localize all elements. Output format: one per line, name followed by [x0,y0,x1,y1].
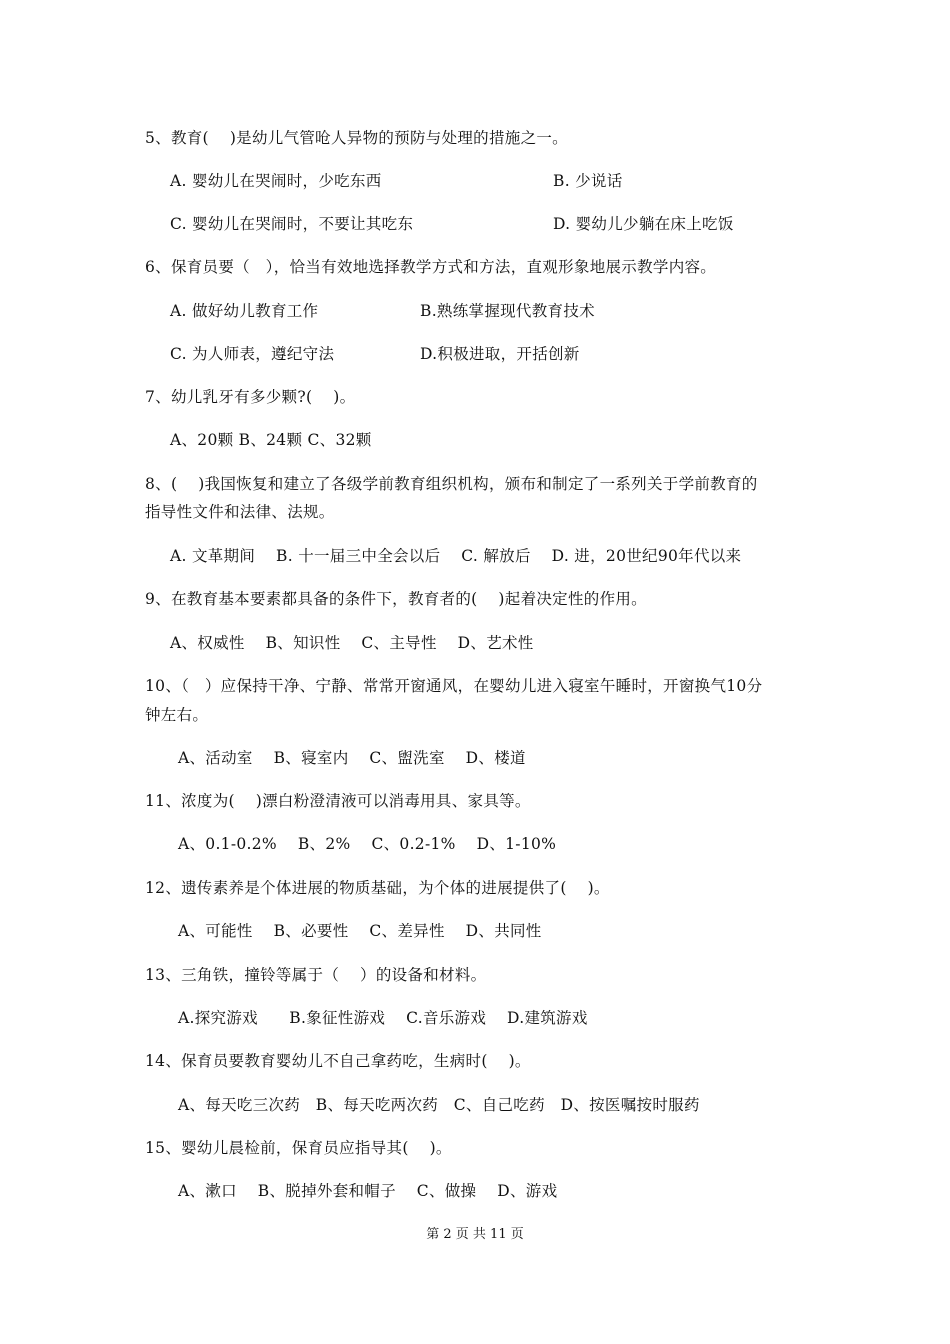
page-number-footer: 第 2 页 共 11 页 [426,1227,524,1242]
question-6-option-c: C. 为人师表，遵纪守法 [170,345,335,363]
question-11-options: A、0.1-0.2% B、2% C、0.2-1% D、1-10% [178,835,557,853]
question-7-stem: 7、幼儿乳牙有多少颗?( )。 [145,388,356,406]
question-6-option-b: B.熟练掌握现代教育技术 [420,302,595,320]
question-5-stem: 5、教育( )是幼儿气管呛人异物的预防与处理的措施之一。 [145,129,568,147]
question-11-stem: 11、浓度为( )漂白粉澄清液可以消毒用具、家具等。 [145,792,531,810]
question-6-option-d: D.积极进取，开括创新 [420,345,580,363]
question-6-option-a: A. 做好幼儿教育工作 [170,302,319,320]
question-15-options: A、漱口 B、脱掉外套和帽子 C、做操 D、游戏 [178,1182,558,1200]
question-5-option-a: A. 婴幼儿在哭闹时，少吃东西 [170,172,382,190]
question-9-stem: 9、在教育基本要素都具备的条件下，教育者的( )起着决定性的作用。 [145,590,647,608]
question-5-option-d: D. 婴幼儿少躺在床上吃饭 [553,215,734,233]
question-12-stem: 12、遗传素养是个体进展的物质基础，为个体的进展提供了( )。 [145,879,610,897]
question-14-stem: 14、保育员要教育婴幼儿不自己拿药吃，生病时( )。 [145,1052,531,1070]
question-10-stem-line2: 钟左右。 [145,706,209,724]
question-8-stem-line2: 指导性文件和法律、法规。 [145,503,335,521]
question-13-options: A.探究游戏 B.象征性游戏 C.音乐游戏 D.建筑游戏 [178,1009,588,1027]
question-14-options: A、每天吃三次药 B、每天吃两次药 C、自己吃药 D、按医嘱按时服药 [178,1096,700,1114]
question-5-option-b: B. 少说话 [553,172,623,190]
question-10-stem-line1: 10、（ ）应保持干净、宁静、常常开窗通风，在婴幼儿进入寝室午睡时，开窗换气10分 [145,677,763,695]
question-10-options: A、活动室 B、寝室内 C、盥洗室 D、楼道 [178,749,526,767]
question-8-options: A. 文革期间 B. 十一届三中全会以后 C. 解放后 D. 进，20世纪90年代以来 [170,547,742,565]
question-15-stem: 15、婴幼儿晨检前，保育员应指导其( )。 [145,1139,452,1157]
question-6-stem: 6、保育员要（ ），恰当有效地选择教学方式和方法，直观形象地展示教学内容。 [145,258,717,276]
question-9-options: A、权威性 B、知识性 C、主导性 D、艺术性 [170,634,534,652]
question-8-stem-line1: 8、( )我国恢复和建立了各级学前教育组织机构，颁布和制定了一系列关于学前教育的 [145,475,758,493]
question-12-options: A、可能性 B、必要性 C、差异性 D、共同性 [178,922,542,940]
question-13-stem: 13、三角铁，撞铃等属于（ ）的设备和材料。 [145,966,487,984]
question-7-options: A、20颗 B、24颗 C、32颗 [170,431,372,449]
question-5-option-c: C. 婴幼儿在哭闹时，不要让其吃东 [170,215,414,233]
